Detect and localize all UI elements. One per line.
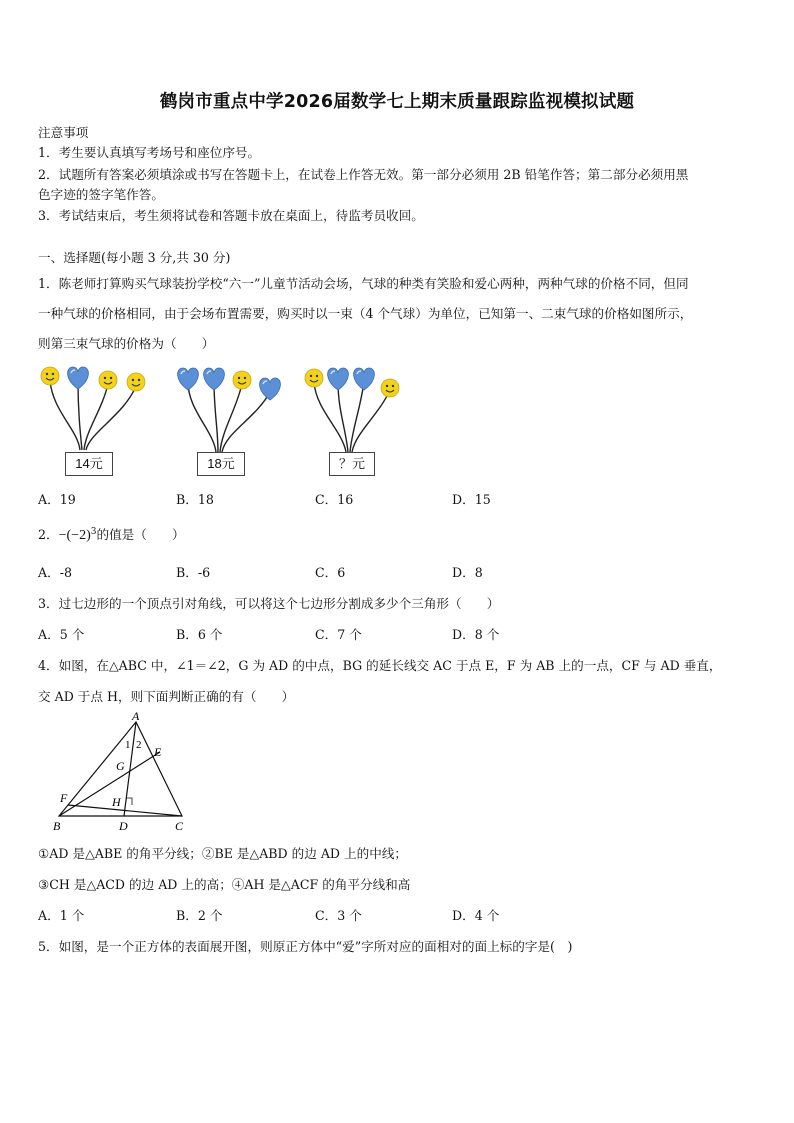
question-4-text: 交 AD 于点 H，则下面判断正确的有（ ） — [38, 689, 295, 704]
option-b: B．6 个 — [176, 627, 223, 642]
question-4-statement: ①AD 是△ABE 的角平分线；②BE 是△ABD 的边 AD 上的中线； — [38, 846, 408, 861]
option-c: C．6 — [315, 565, 346, 580]
label-d: D — [119, 819, 128, 833]
option-b: B．-6 — [176, 565, 211, 580]
question-number: 2． — [38, 527, 59, 542]
label-c: C — [175, 819, 184, 833]
label-g: G — [116, 759, 125, 773]
question-4-statement: ③CH 是△ACD 的边 AD 上的高；④AH 是△ACF 的角平分线和高 — [38, 877, 411, 892]
balloon-bunch-3 — [305, 368, 399, 452]
label-h: H — [112, 795, 121, 809]
option-c: C．7 个 — [315, 627, 362, 642]
question-1-text: 一种气球的价格相同，由于会场布置需要，购买时以一束（4 个气球）为单位，已知第一、二束气球的价格如图所示， — [38, 306, 693, 321]
option-b: B．18 — [176, 492, 214, 507]
question-4-text: 4．如图，在△ABC 中，∠1＝∠2，G 为 AD 的中点，BG 的延长线交 AC 于点 E，F 为 AB 上的一点，CF 与 AD 垂直， — [38, 658, 722, 673]
option-d: D．4 个 — [452, 908, 500, 923]
label-angle-2: 2 — [136, 739, 142, 751]
balloon-figure — [38, 360, 418, 460]
notice-item: 2．试题所有答案必须填涂或书写在答题卡上，在试卷上作答无效。第一部分必须用 2B 铅笔作答；第二部分必须用黑 — [38, 167, 689, 182]
option-a: A．1 个 — [38, 908, 85, 923]
exam-title: 鹤岗市重点中学2026届数学七上期末质量跟踪监视模拟试题 — [159, 92, 635, 112]
notice-item: 色字迹的签字笔作答。 — [38, 187, 164, 202]
balloon-bunch-1 — [41, 367, 145, 450]
price-label-1: 14元 — [65, 452, 113, 476]
question-2-text — [38, 524, 185, 544]
question-3-text: 3．过七边形的一个顶点引对角线，可以将这个七边形分割成多少个三角形（ ） — [38, 596, 500, 611]
option-a: A．19 — [38, 492, 76, 507]
option-a: A．-8 — [38, 565, 72, 580]
option-c: C．3 个 — [315, 908, 362, 923]
price-label-2: 18元 — [197, 452, 245, 476]
balloon-bunch-2 — [178, 368, 281, 452]
question-1-text: 则第三束气球的价格为（ ） — [38, 336, 215, 351]
section-heading: 一、选择题(每小题 3 分,共 30 分) — [38, 250, 231, 265]
option-d: D．15 — [452, 492, 491, 507]
notice-heading: 注意事项 — [38, 125, 89, 140]
option-a: A．5 个 — [38, 627, 85, 642]
question-1-text: 1．陈老师打算购买气球装扮学校“六一”儿童节活动会场，气球的种类有笑脸和爱心两种，两种气球的价格不同，但同 — [38, 276, 689, 291]
option-d: D．8 个 — [452, 627, 500, 642]
math-exponent: 3 — [90, 526, 97, 537]
label-e: E — [154, 745, 162, 759]
option-c: C．16 — [315, 492, 354, 507]
math-expression: −(−2) — [58, 528, 91, 543]
notice-item: 1．考生要认真填写考场号和座位序号。 — [38, 145, 261, 160]
label-a: A — [132, 709, 140, 723]
notice-item: 3．考试结束后，考生须将试卷和答题卡放在桌面上，待监考员收回。 — [38, 208, 424, 223]
label-f: F — [60, 791, 68, 805]
price-label-3: ？元 — [329, 452, 375, 476]
question-5-text: 5．如图，是一个正方体的表面展开图，则原正方体中“爱”字所对应的面相对的面上标的字是( ) — [38, 939, 573, 954]
question-suffix: 的值是（ ） — [96, 527, 185, 542]
label-angle-1: 1 — [125, 739, 131, 751]
option-b: B．2 个 — [176, 908, 223, 923]
option-d: D．8 — [452, 565, 483, 580]
label-b: B — [53, 819, 61, 833]
triangle-figure — [44, 706, 204, 834]
